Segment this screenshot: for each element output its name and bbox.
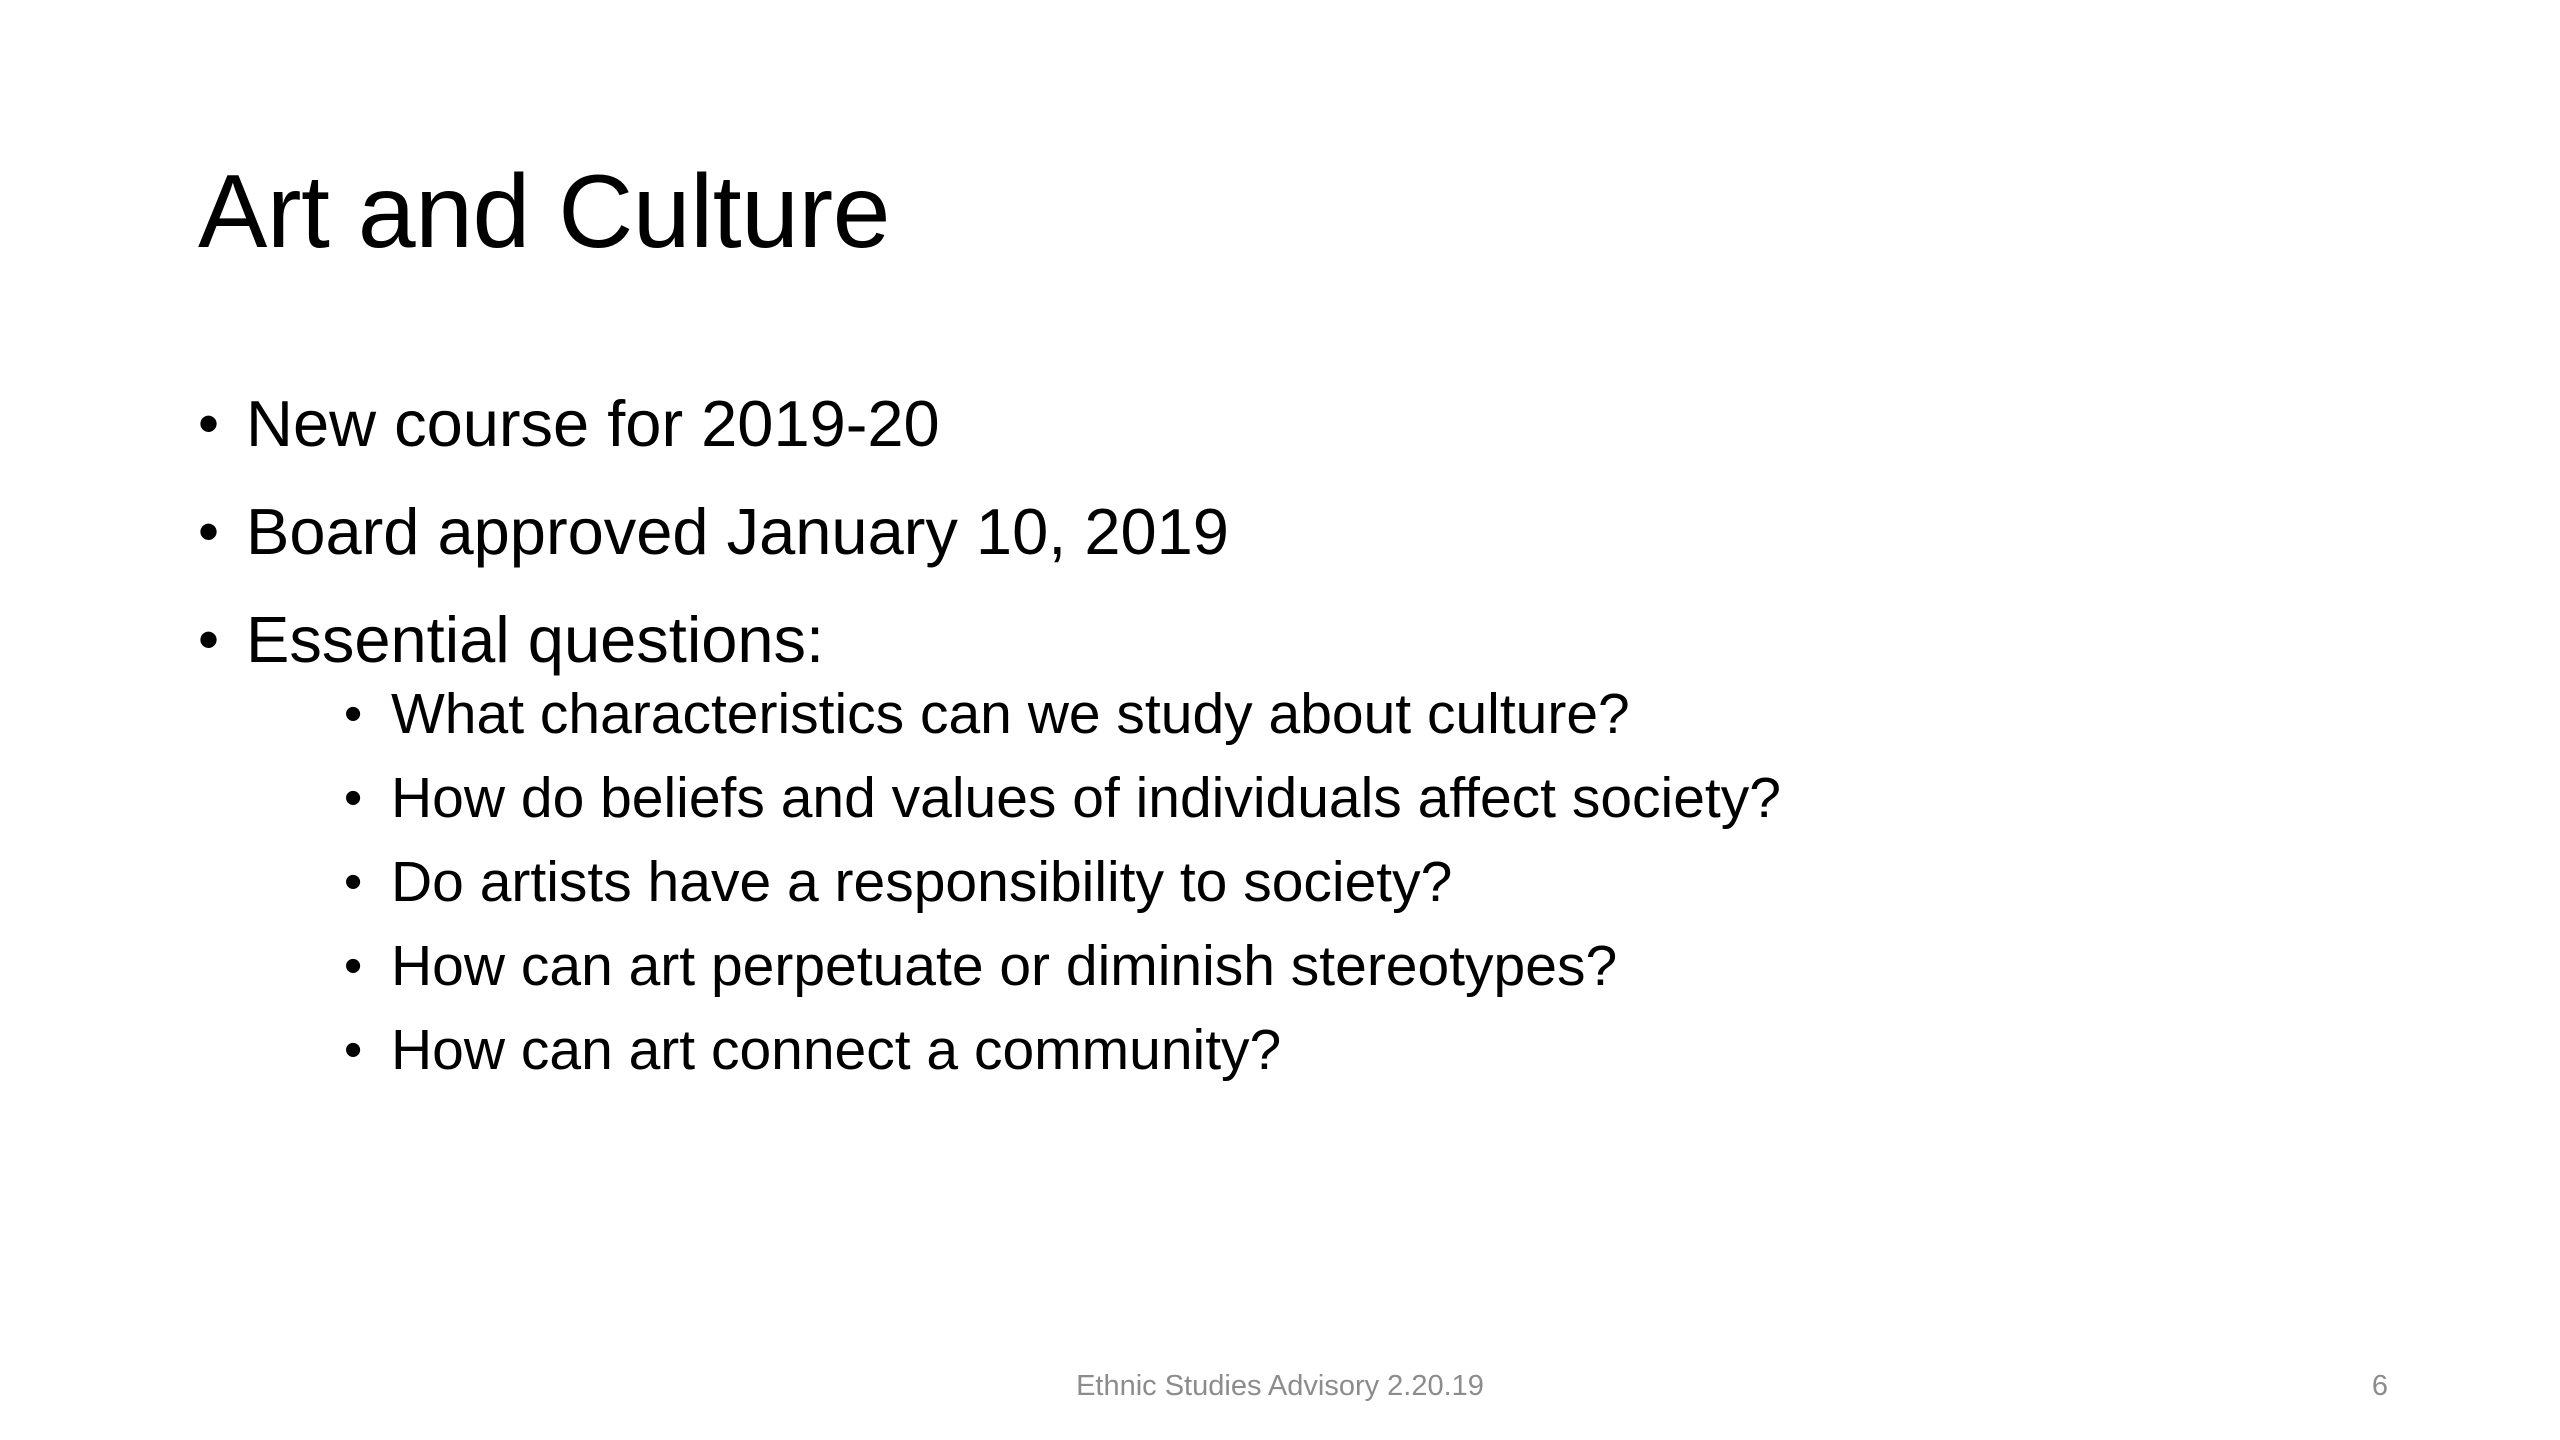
sub-bullet-text: Do artists have a responsibility to society? [391,850,1453,914]
bullet-icon: • [344,769,363,827]
bullet-text: New course for 2019-20 [246,387,940,460]
footer-text: Ethnic Studies Advisory 2.20.19 [1076,1370,1484,1402]
bullet-icon: • [344,685,363,743]
sub-bullet-list [246,678,2358,1086]
bullet-item [198,598,2358,1086]
bullet-icon: • [344,1021,363,1079]
sub-bullet-text: How can art perpetuate or diminish stereotypes? [391,934,1618,998]
sub-bullet-item [344,846,2358,918]
sub-bullet-text: How do beliefs and values of individuals affect society? [391,766,1781,830]
sub-bullet-item [344,1014,2358,1086]
bullet-icon: • [198,390,220,457]
bullet-text: Essential questions: [246,603,825,676]
sub-bullet-item [344,678,2358,750]
bullet-text: Board approved January 10, 2019 [246,495,1229,568]
bullet-icon: • [344,853,363,911]
bullet-item [198,382,2358,466]
bullet-icon: • [344,937,363,995]
sub-bullet-item [344,762,2358,834]
page-number: 6 [2371,1370,2388,1402]
slide-title: Art and Culture [198,154,890,270]
bullet-item [198,490,2358,574]
bullet-list [198,382,2358,1110]
bullet-icon: • [198,606,220,673]
sub-bullet-text: What characteristics can we study about culture? [391,682,1630,746]
sub-bullet-text: How can art connect a community? [391,1018,1282,1082]
bullet-icon: • [198,498,220,565]
sub-bullet-item [344,930,2358,1002]
